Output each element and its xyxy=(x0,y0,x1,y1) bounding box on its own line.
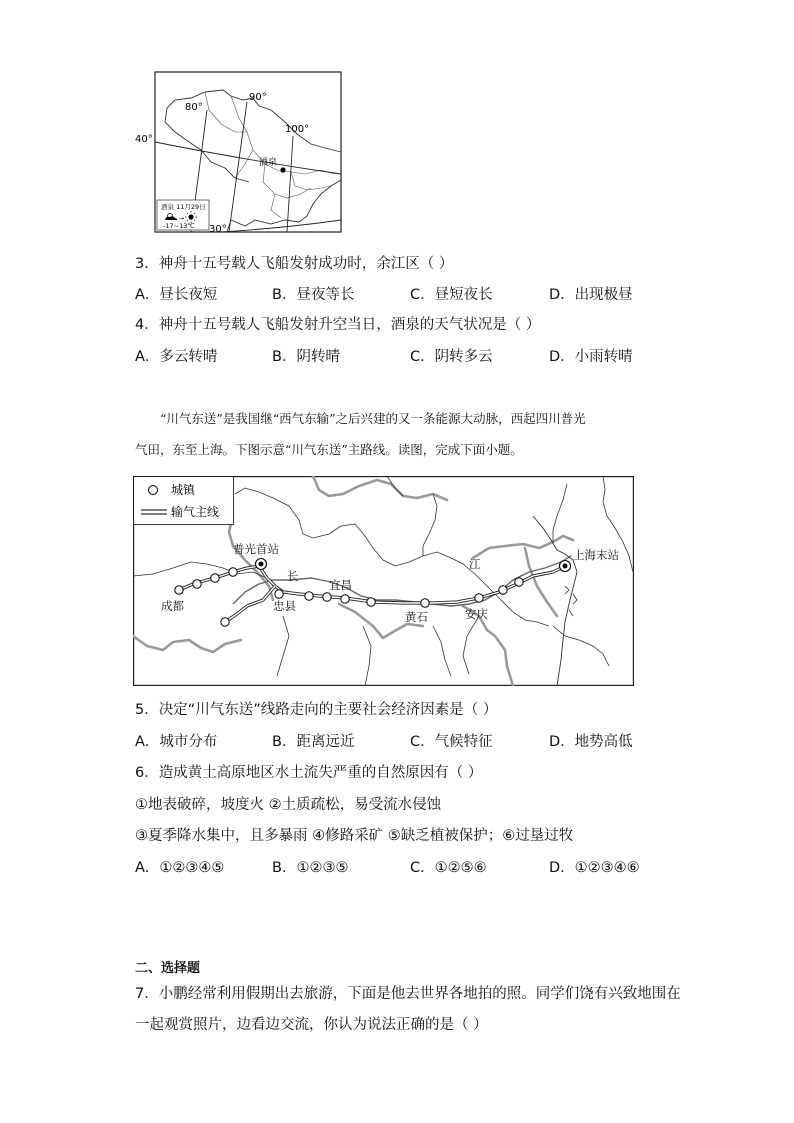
weather-date-label: 酒泉 11月29日 xyxy=(161,203,206,211)
label-shanghai: 上海末站 xyxy=(573,548,619,562)
lat-30-label: 30° xyxy=(209,224,227,235)
label-anqing: 安庆 xyxy=(465,607,488,621)
map-jiuquan-svg xyxy=(135,70,345,235)
puguang-start-station xyxy=(256,559,267,570)
q6-option-d[interactable]: D．①②③④⑥ xyxy=(549,860,640,876)
weather-temp-label: -17~13℃ xyxy=(163,222,195,230)
q3-option-a[interactable]: A．昼长夜短 xyxy=(135,287,218,303)
q6-option-b[interactable]: B．①②③⑤ xyxy=(272,860,349,876)
question-4-stem: 4．神舟十五号载人飞船发射升空当日，酒泉的天气状况是（ ） xyxy=(135,317,541,333)
town-huangshi xyxy=(421,599,429,607)
jiuquan-label: 酒泉 xyxy=(259,158,278,168)
q4-option-c[interactable]: C．阴转多云 xyxy=(410,349,493,365)
town-marker xyxy=(193,580,201,588)
lon-80-label: 80° xyxy=(185,102,203,113)
town-marker xyxy=(221,618,229,626)
label-huangshi: 黄石 xyxy=(405,610,428,624)
town-marker xyxy=(211,574,219,582)
map-jiuquan xyxy=(135,70,345,235)
town-marker xyxy=(499,586,507,594)
map-pipeline-svg xyxy=(133,476,634,686)
town-marker xyxy=(229,568,237,576)
q6-option-a[interactable]: A．①②③④⑤ xyxy=(135,860,225,876)
q3-option-c[interactable]: C．昼短夜长 xyxy=(410,287,493,303)
q3-option-b[interactable]: B．昼夜等长 xyxy=(272,287,355,303)
label-yichang: 宜昌 xyxy=(329,578,352,592)
q4-option-b[interactable]: B．阴转晴 xyxy=(272,349,340,365)
label-chengdu: 成都 xyxy=(161,599,184,613)
question-5-stem: 5．决定“川气东送”线路走向的主要社会经济因素是（ ） xyxy=(135,702,498,718)
q5-option-c[interactable]: C．气候特征 xyxy=(410,734,493,750)
town-marker xyxy=(323,593,331,601)
passage-line-1: “川气东送”是我国继“西气东输”之后兴建的又一条能源大动脉，西起四川普光 xyxy=(160,411,586,426)
town-anqing xyxy=(475,594,483,602)
jiuquan-city-dot xyxy=(280,167,285,172)
town-yichang xyxy=(341,595,349,603)
map-pipeline xyxy=(133,476,634,686)
q5-option-d[interactable]: D．地势高低 xyxy=(549,734,633,750)
town-chengdu xyxy=(175,586,183,594)
q6-statement-line-1: ①地表破碎，坡度火 ②土质疏松，易受流水侵蚀 xyxy=(135,797,442,813)
legend-town-label: 城镇 xyxy=(171,483,196,497)
passage-line-2: 气田，东至上海。下图示意“川气东送”主路线。读图，完成下面小题。 xyxy=(135,442,523,457)
section-2-title: 二、选择题 xyxy=(135,961,201,976)
town-marker xyxy=(515,578,523,586)
q3-option-d[interactable]: D．出现极昼 xyxy=(549,287,633,303)
legend-town-icon xyxy=(149,486,158,495)
map2-legend xyxy=(134,477,234,525)
svg-text:→: → xyxy=(179,215,185,222)
question-7-line-2: 一起观赏照片，边看边交流，你认为说法正确的是（ ） xyxy=(135,1017,488,1033)
label-jiang: 江 xyxy=(469,557,481,571)
q5-option-a[interactable]: A．城市分布 xyxy=(135,734,218,750)
legend-pipe-label: 输气主线 xyxy=(171,505,220,519)
label-puguang: 普光首站 xyxy=(233,542,279,556)
q4-option-a[interactable]: A．多云转晴 xyxy=(135,349,218,365)
question-3-stem: 3．神舟十五号载人飞船发射成功时，余江区（ ） xyxy=(135,256,454,272)
town-marker xyxy=(367,598,375,606)
lon-100-label: 100° xyxy=(285,124,310,135)
q6-option-c[interactable]: C．①②⑤⑥ xyxy=(410,860,487,876)
question-6-stem: 6．造成黄土高原地区水土流失严重的自然原因有（ ） xyxy=(135,765,483,781)
label-zhongxian: 忠县 xyxy=(273,599,296,613)
lat-40-label: 40° xyxy=(135,134,153,145)
q5-option-b[interactable]: B．距离远近 xyxy=(272,734,355,750)
lon-90-label: 90° xyxy=(249,92,267,103)
question-7-line-1: 7．小鹏经常利用假期出去旅游，下面是他去世界各地拍的照。同学们饶有兴致地围在 xyxy=(135,986,681,1002)
q6-statement-line-2: ③夏季降水集中，且多暴雨 ④修路采矿 ⑤缺乏植被保护；⑥过垦过牧 xyxy=(135,828,574,844)
shanghai-end-station xyxy=(560,561,571,572)
q4-option-d[interactable]: D．小雨转晴 xyxy=(549,349,633,365)
label-chang: 长 xyxy=(287,569,299,583)
town-zhongxian xyxy=(275,590,283,598)
town-marker xyxy=(305,592,313,600)
